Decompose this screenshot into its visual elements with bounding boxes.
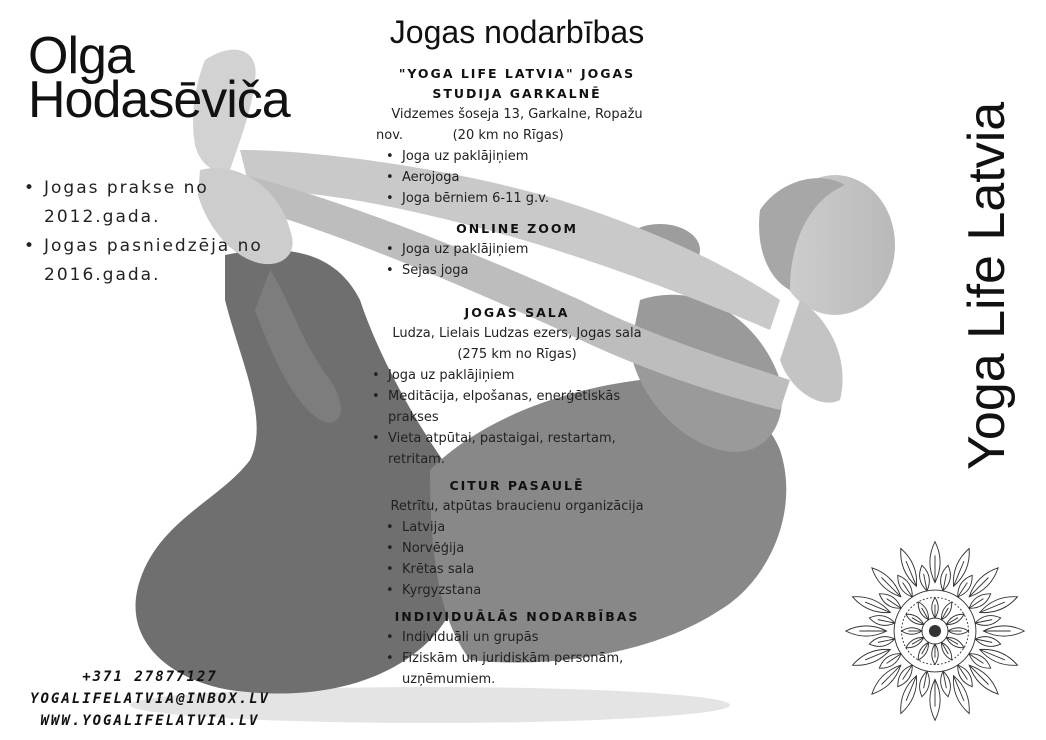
individual-class-list: [356, 627, 678, 690]
island-location: [356, 323, 678, 365]
studio-address: [356, 104, 678, 146]
list-item: • Joga bērniem 6-11 g.v.: [356, 188, 678, 209]
list-item: • Joga uz paklājiņiem: [356, 146, 678, 167]
address-line: nov. (20 km no Rīgas): [376, 128, 564, 143]
island-activity-list: [356, 365, 678, 470]
list-item: • Joga uz paklājiņiem: [356, 365, 658, 386]
section-heading-island: JOGAS SALA: [464, 305, 570, 320]
mandala-center: [929, 625, 940, 636]
neck-shape: [780, 300, 843, 403]
address-line: Vidzemes šoseja 13, Garkalne, Ropažu: [391, 107, 643, 122]
list-item: • Kyrgyzstana: [356, 580, 678, 601]
website-link[interactable]: WWW.YOGALIFELATVIA.LV: [40, 713, 260, 729]
list-item: • Sejas joga: [356, 260, 678, 281]
world-destination-list: [356, 517, 678, 601]
last-name: Hodasēviča: [28, 71, 290, 129]
list-item: • Meditācija, elpošanas, enerģētiskās prakses: [356, 386, 658, 428]
brand-vertical-title: Yoga Life Latvia: [958, 101, 1016, 470]
list-item: • Latvija: [356, 517, 678, 538]
location-line: (275 km no Rīgas): [457, 347, 577, 362]
section-heading-online: ONLINE ZOOM: [456, 221, 578, 236]
online-class-list: [356, 239, 678, 281]
list-item: • Krētas sala: [356, 559, 678, 580]
list-item: • Vieta atpūtai, pastaigai, restartam, retritam.: [356, 428, 658, 470]
first-name: Olga: [28, 27, 134, 85]
list-item: • Joga uz paklājiņiem: [356, 239, 678, 260]
section-heading-studio: "YOGA LIFE LATVIA" JOGAS STUDIJA GARKALNĒ: [398, 66, 636, 101]
location-line: Ludza, Lielais Ludzas ezers, Jogas sala: [392, 326, 642, 341]
credential-item: • Jogas prakse no 2012.gada.: [22, 174, 322, 232]
phone-number[interactable]: +371 27877127: [82, 669, 218, 685]
list-item: • Aerojoga: [356, 167, 678, 188]
contact-block: [0, 666, 300, 732]
list-item: • Norvēģija: [356, 538, 678, 559]
studio-class-list: [356, 146, 678, 209]
section-heading-world: CITUR PASAULĒ: [449, 478, 585, 493]
credential-item: • Jogas pasniedzēja no 2016.gada.: [22, 232, 322, 290]
mandala-icon: [842, 538, 1028, 724]
world-subtitle: Retrītu, atpūtas braucienu organizācija: [390, 499, 644, 514]
list-item: • Individuāli un grupās: [356, 627, 672, 648]
classes-column: [356, 12, 678, 734]
list-item: • Fiziskām un juridiskām personām, uzņēmumiem.: [356, 648, 672, 690]
instructor-name: [28, 27, 290, 129]
page-title: Jogas nodarbības: [389, 14, 645, 50]
credentials-list: [22, 174, 322, 290]
email-link[interactable]: YOGALIFELATVIA@INBOX.LV: [30, 691, 270, 707]
section-heading-individual: INDIVIDUĀLĀS NODARBĪBAS: [394, 609, 640, 624]
